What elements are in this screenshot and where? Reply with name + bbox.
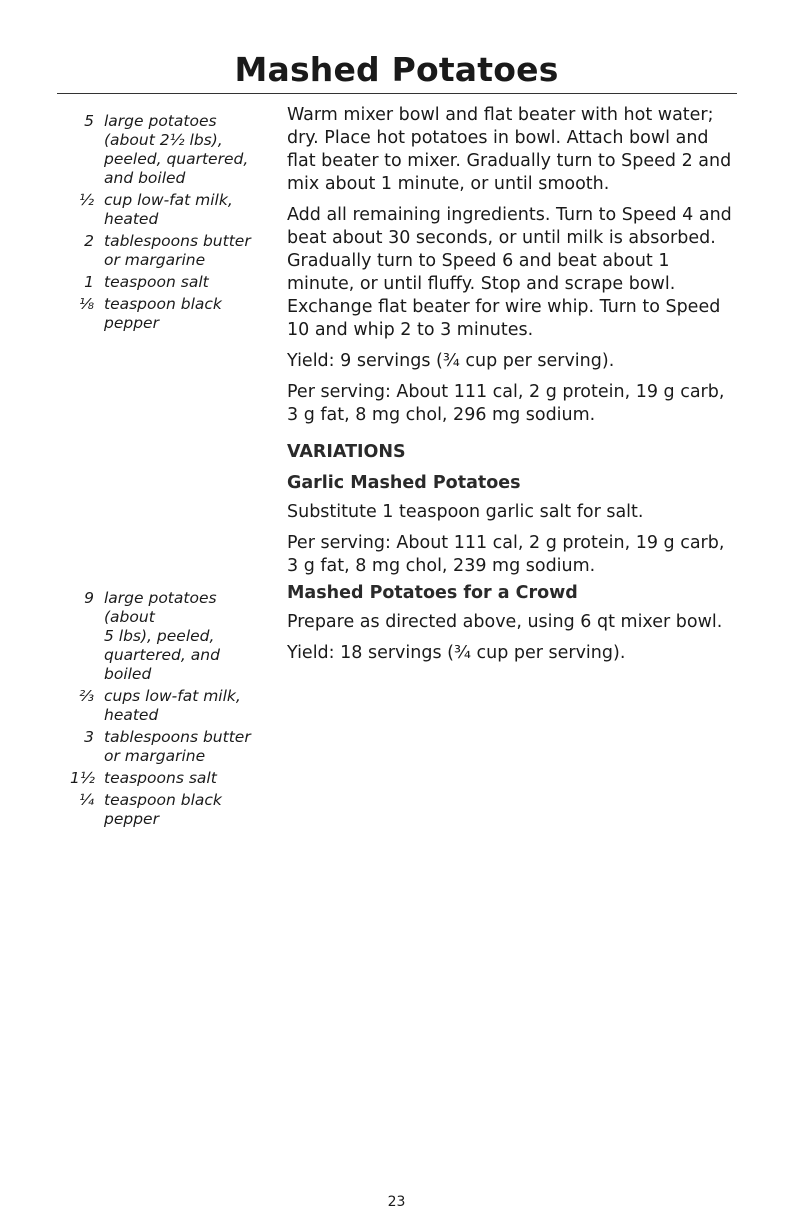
page-title: Mashed Potatoes [234,50,559,89]
variation-title-crowd: Mashed Potatoes for a Crowd [287,583,578,603]
ingredient-text: tablespoons butter or margarine [104,728,251,765]
directions-paragraph: Warm mixer bowl and flat beater with hot water; dry. Place hot potatoes in bowl. Attach bowl and flat beater to mixer. Gradually turn to Speed 2 and mix about 1 minute, or until smooth. [287,105,732,194]
directions-paragraph: Add all remaining ingredients. Turn to Speed 4 and beat about 30 seconds, or until milk is absorbed. Gradually turn to Speed 6 and beat about 1 minute, or until fluffy. Stop and scrape bowl. Exchange flat beater for wire whip. Turn to Speed 10 and whip 2 to 3 minutes. [287,205,732,340]
ingredient-item [78,232,268,270]
ingredient-text: teaspoon black pepper [104,295,222,332]
ingredient-item [78,191,268,229]
ingredient-item [78,295,268,333]
ingredient-quantity: 9 [84,589,94,607]
ingredient-text: teaspoon black pepper [104,791,222,828]
title-divider [57,93,737,94]
ingredient-text: cups low-fat milk, heated [104,687,241,724]
variation-text: Prepare as directed above, using 6 qt mixer bowl. [287,612,723,632]
ingredient-item [78,273,268,292]
nutrition-text: Per serving: About 111 cal, 2 g protein, 19 g carb, 3 g fat, 8 mg chol, 239 mg sodium. [287,533,725,576]
ingredient-text: teaspoons salt [104,769,217,787]
ingredient-text: teaspoon salt [104,273,209,291]
ingredient-text: large potatoes (about 2½ lbs), peeled, quartered, and boiled [104,112,249,187]
variations-heading: VARIATIONS [287,442,406,462]
ingredient-quantity: 3 [84,728,94,746]
ingredient-quantity: ½ [78,191,94,209]
variation-title-garlic: Garlic Mashed Potatoes [287,473,521,493]
ingredient-quantity: ¼ [78,791,94,809]
ingredient-quantity: ⅔ [78,687,94,705]
ingredient-item [78,728,268,766]
ingredient-quantity: 1 [84,273,94,291]
ingredient-item [78,112,268,188]
page-number: 23 [387,1194,406,1210]
ingredient-quantity: ⅛ [78,295,94,313]
ingredient-list-basic [78,112,268,336]
yield-text: Yield: 18 servings (¾ cup per serving). [287,643,626,663]
nutrition-text: Per serving: About 111 cal, 2 g protein, 19 g carb, 3 g fat, 8 mg chol, 296 mg sodium. [287,382,725,425]
ingredient-list-crowd [70,589,268,832]
ingredient-text: large potatoes (about 5 lbs), peeled, quartered, and boiled [104,589,220,683]
ingredient-item [78,687,268,725]
recipe-directions [287,104,739,673]
variation-text: Substitute 1 teaspoon garlic salt for salt. [287,502,644,522]
ingredient-text: tablespoons butter or margarine [104,232,251,269]
ingredient-text: cup low-fat milk, heated [104,191,233,228]
ingredient-item [78,791,268,829]
ingredient-quantity: 1½ [70,769,95,787]
ingredient-item [78,589,268,684]
ingredient-item [70,769,268,788]
ingredient-quantity: 2 [84,232,94,250]
yield-text: Yield: 9 servings (¾ cup per serving). [287,351,615,371]
ingredient-quantity: 5 [84,112,94,130]
